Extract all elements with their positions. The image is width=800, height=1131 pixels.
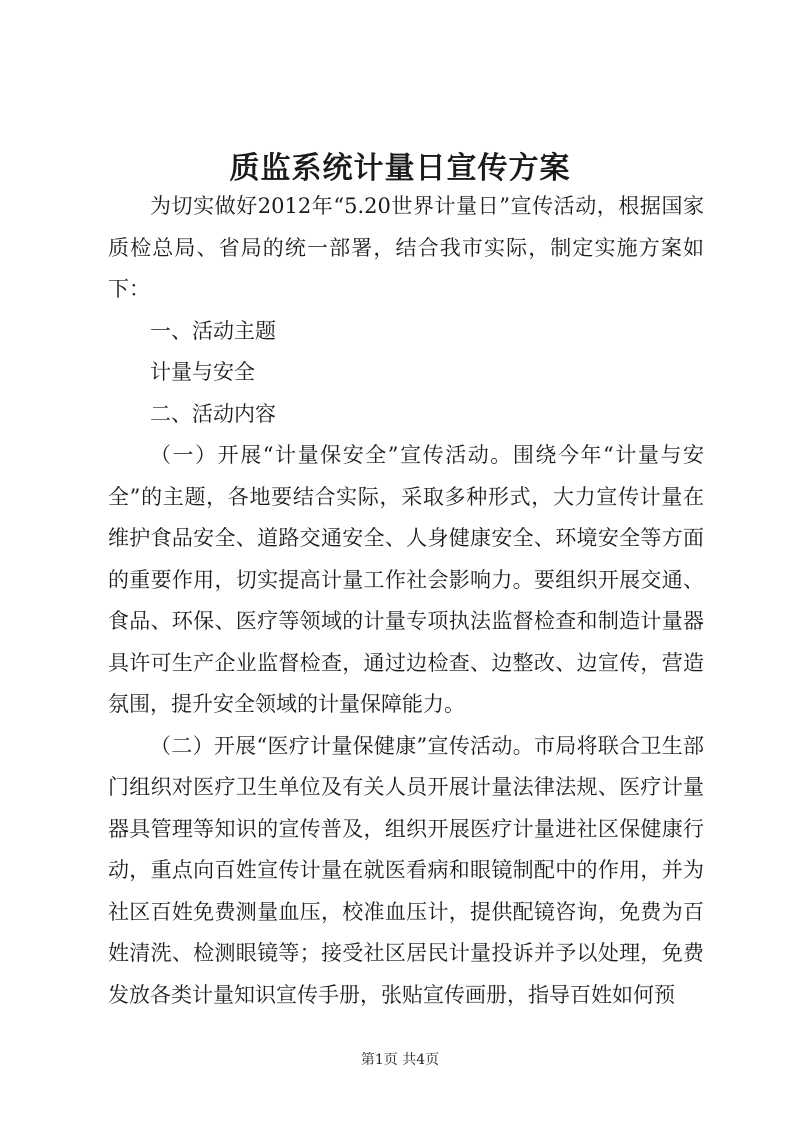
content-paragraph-2: （二）开展“医疗计量保健康”宣传活动。市局将联合卫生部门组织对医疗卫生单位及有关人员开展计量法律法规、医疗计量器具管理等知识的宣传普及，组织开展医疗计量进社区保健康行动，重点向百姓宣传计量在就医看病和眼镜制配中的作用，并为社区百姓免费测量血压，校准血压计，提供配镜咨询，免费为百姓清洗、检测眼镜等；接受社区居民计量投诉并予以处理，免费发放各类计量知识宣传手册，张贴宣传画册，指导百姓如何预 <box>108 733 704 1007</box>
page-footer: 第1页 共4页 <box>360 1052 440 1068</box>
content-paragraph-1: （一）开展“计量保安全”宣传活动。围绕今年“计量与安全”的主题，各地要结合实际，采取多种形式，大力宣传计量在维护食品安全、道路交通安全、人身健康安全、环境安全等方面的重要作用，切实提高计量工作社会影响力。要组织开展交通、食品、环保、医疗等领域的计量专项执法监督检查和制造计量器具许可生产企业监督检查，通过边检查、边整改、边宣传，营造氛围，提升安全领域的计量保障能力。 <box>108 443 704 716</box>
document-title: 质监系统计量日宣传方案 <box>229 151 571 186</box>
document-body <box>108 186 704 1016</box>
section-heading-content: 二、活动内容 <box>150 401 276 426</box>
intro-paragraph: 为切实做好2012年“5.20世界计量日”宣传活动，根据国家质检总局、省局的统一部署，结合我市实际，制定实施方案如下： <box>108 194 704 301</box>
section-heading-theme: 一、活动主题 <box>150 318 276 343</box>
theme-text: 计量与安全 <box>150 360 255 384</box>
